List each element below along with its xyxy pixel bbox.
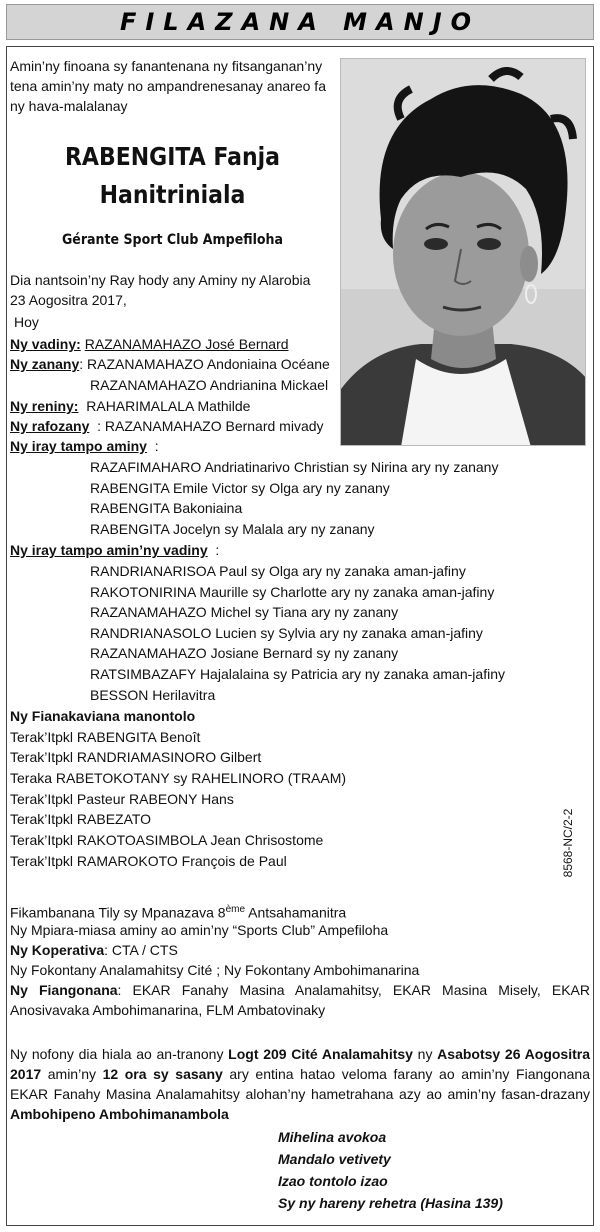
fokontany-line: Ny Fokontany Analamahitsy Cité ; Ny Fokontany Ambohimanarina bbox=[10, 962, 420, 978]
tampo-vadiny-item: RAZANAMAHAZO Josiane Bernard sy ny zanany bbox=[90, 645, 399, 661]
fianakaviana-item: Terak’Itpkl RABENGITA Benoît bbox=[10, 729, 201, 745]
page-header bbox=[6, 4, 594, 40]
reniny-row bbox=[10, 396, 250, 416]
reniny-value: RAHARIMALALA Mathilde bbox=[86, 398, 251, 414]
tampo-vadiny-item: RAKOTONIRINA Maurille sy Charlotte ary ny zanaka aman-jafiny bbox=[90, 584, 495, 600]
tampo-item: RABENGITA Jocelyn sy Malala ary ny zanany bbox=[90, 521, 375, 537]
funeral-text: ary entina hatao veloma farany ao amin’ny Fiangonana EKAR Fanahy Masina Analamahitsy alohan’ny hametrahana azy ao amin’ny fasan-drazany bbox=[10, 1066, 590, 1102]
rafozany-value: RAZANAMAHAZO Bernard mivady bbox=[104, 418, 324, 434]
fianakaviana-item: Terak’Itpkl RAKOTOASIMBOLA Jean Chrisostome bbox=[10, 832, 324, 848]
death-line2: 23 Aogositra 2017, bbox=[10, 292, 127, 308]
portrait-photo bbox=[340, 58, 586, 446]
funeral-paragraph bbox=[10, 1044, 590, 1124]
fikambanana-sup: ème bbox=[225, 904, 246, 915]
fianakaviana-item: Terak’Itpkl Pasteur RABEONY Hans bbox=[10, 791, 234, 807]
deceased-name-line2: Hanitriniala bbox=[99, 180, 246, 209]
tampo-vadiny-item: RANDRIANARISOA Paul sy Olga ary ny zanaka aman-jafiny bbox=[90, 563, 466, 579]
koperativa-line bbox=[10, 940, 178, 960]
fiangonana-paragraph bbox=[10, 980, 590, 1020]
closing-line: Izao tontolo izao bbox=[278, 1173, 388, 1189]
tampo-item: RABENGITA Bakoniaina bbox=[90, 500, 243, 516]
tampo-vadiny-item: RANDRIANASOLO Lucien sy Sylvia ary ny zanaka aman-jafiny bbox=[90, 625, 483, 641]
funeral-text: amin’ny bbox=[41, 1066, 103, 1082]
tampo-vadiny-row: Ny iray tampo amin’ny vadiny : bbox=[10, 542, 220, 558]
vadiny-label: Ny vadiny: bbox=[10, 336, 81, 352]
reference-code: 8568-NC/2-2 bbox=[561, 808, 575, 878]
fianakaviana-item: Teraka RABETOKOTANY sy RAHELINORO (TRAAM) bbox=[10, 770, 347, 786]
reniny-label: Ny reniny: bbox=[10, 398, 79, 414]
closing-line: Sy ny hareny rehetra (Hasina 139) bbox=[278, 1195, 503, 1211]
rafozany-row: Ny rafozany : RAZANAMAHAZO Bernard mivady bbox=[10, 418, 324, 434]
tampo-vadiny-item: BESSON Herilavitra bbox=[90, 687, 216, 703]
fianakaviana-label: Ny Fianakaviana manontolo bbox=[10, 708, 196, 724]
zanany-label: Ny zanany bbox=[10, 356, 80, 372]
closing-line: Mihelina avokoa bbox=[278, 1129, 387, 1145]
funeral-tomb: Ambohipeno Ambohimanambola bbox=[10, 1106, 229, 1122]
zanany-row: Ny zanany: RAZANAMAHAZO Andoniaina Océane bbox=[10, 356, 330, 372]
intro-text: Amin’ny finoana sy fanantenana ny fitsanganan’ny tena amin’ny maty no ampandrenesanay anareo fa ny hava-malalanay bbox=[10, 58, 326, 114]
tampo-vadiny-label: Ny iray tampo amin’ny vadiny bbox=[10, 542, 208, 558]
fikambanana-post: Antsahamanitra bbox=[245, 904, 347, 921]
mpiara-line: Ny Mpiara-miasa aminy ao amin’ny “Sports Club” Ampefiloha bbox=[10, 922, 389, 938]
tampo-label: Ny iray tampo aminy bbox=[10, 438, 147, 454]
deceased-name-line1: RABENGITA Fanja bbox=[64, 142, 281, 171]
tampo-vadiny-item: RATSIMBAZAFY Hajalalaina sy Patricia ary ny zanaka aman-jafiny bbox=[90, 666, 505, 682]
koperativa-label: Ny Koperativa bbox=[10, 942, 105, 958]
funeral-time: 12 ora sy sasany bbox=[102, 1066, 223, 1082]
portrait-illustration bbox=[341, 59, 586, 446]
fiangonana-value: : EKAR Fanahy Masina Analamahitsy, EKAR Masina Misely, EKAR Anosivavaka Ambohimanarina, FLM Ambatovinaky bbox=[10, 982, 590, 1018]
tampo-vadiny-item: RAZANAMAHAZO Michel sy Tiana ary ny zanany bbox=[90, 604, 399, 620]
fianakaviana-item: Terak’Itpkl RAMAROKOTO François de Paul bbox=[10, 853, 287, 869]
header-title: FILAZANA MANJO bbox=[119, 8, 481, 36]
funeral-location: Logt 209 Cité Analamahitsy bbox=[228, 1046, 413, 1062]
tampo-item: RAZAFIMAHARO Andriatinarivo Christian sy Nirina ary ny zanany bbox=[90, 459, 499, 475]
zanany-item: RAZANAMAHAZO Andrianina Mickael bbox=[90, 377, 329, 393]
vadiny-row bbox=[10, 334, 289, 354]
funeral-date: Asabotsy 26 Aogositra 2017 bbox=[10, 1046, 591, 1082]
tampo-item: RABENGITA Emile Victor sy Olga ary ny zanany bbox=[90, 480, 390, 496]
vadiny-value: RAZANAMAHAZO José Bernard bbox=[84, 336, 289, 352]
closing-line: Mandalo vetivety bbox=[278, 1151, 391, 1167]
zanany-item: RAZANAMAHAZO Andoniaina Océane bbox=[87, 356, 330, 372]
fikambanana-text: Fikambanana Tily sy Mpanazava 8 bbox=[10, 904, 226, 921]
funeral-text: Ny nofony dia hiala ao an-tranony bbox=[10, 1046, 229, 1062]
fianakaviana-item: Terak’Itpkl RANDRIAMASINORO Gilbert bbox=[10, 749, 262, 765]
tampo-row: Ny iray tampo aminy : bbox=[10, 438, 159, 454]
funeral-text: ny bbox=[412, 1046, 438, 1062]
rafozany-label: Ny rafozany bbox=[10, 418, 90, 434]
death-line1: Dia nantsoin’ny Ray hody any Aminy ny Alarobia bbox=[10, 272, 311, 288]
koperativa-value: : CTA / CTS bbox=[104, 942, 178, 958]
fiangonana-label: Ny Fiangonana bbox=[10, 982, 118, 998]
fianakaviana-item: Terak’Itpkl RABEZATO bbox=[10, 811, 152, 827]
deceased-title: Gérante Sport Club Ampefiloha bbox=[61, 232, 284, 248]
death-line3: Hoy bbox=[14, 314, 39, 330]
